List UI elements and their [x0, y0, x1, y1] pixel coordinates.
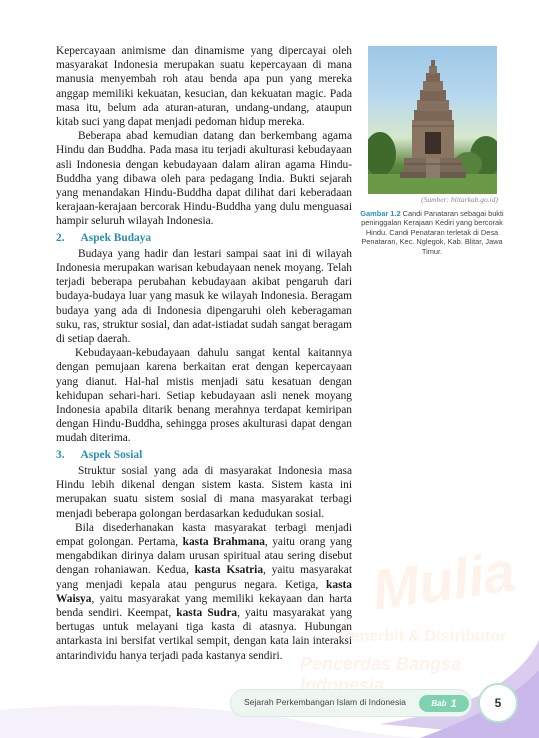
section-title: Aspek Budaya: [80, 231, 152, 244]
chapter-badge: [419, 695, 469, 712]
figure-label: Gambar 1.2: [360, 209, 401, 218]
section-title: Aspek Sosial: [80, 448, 143, 461]
temple-photo: [368, 46, 497, 194]
page-number: 5: [478, 683, 518, 723]
term-sudra: kasta Sudra: [176, 606, 238, 619]
term-brahmana: kasta Brahmana: [182, 535, 265, 548]
paragraph-animisme: Kepercayaan animisme dan dinamisme yang dipercayai oleh masyarakat Indonesia merupakan suatu kepercayaan di mana manusia menyembah roh atau benda apa pun yang mereka anggap memiliki kekuatan, kesucian, dan kekuatan magic. Pada masa itu, belum ada aturan-aturan, undang-undang, ataupun kitab suci yang dapat menjadi pedoman hidup mereka.: [56, 45, 352, 129]
watermark-brand: Mulia: [368, 539, 519, 622]
chapter-number: 1: [450, 697, 457, 710]
figure-caption: [360, 209, 504, 256]
figure-caption-text: Candi Panataran sebagai bukti peninggalan Kerajaan Kediri yang bercorak Hindu. Candi Penataran terletak di Desa Penataran, Kec. Nglegok, Kab. Blitar, Jawa Timur.: [361, 209, 504, 256]
paragraph-hindu-buddha: Beberapa abad kemudian datang dan berkembang agama Hindu dan Buddha. Pada masa itu terjadi akulturasi kebudayaan asli Indonesia dengan kebudayaan dalam aliran agama Hindu-Buddha yang dibawa oleh para pedagang India. Bukti sejarah yang menandakan Hindu-Buddha dapat dilihat dari keberadaan kerajaan-kerajaan bercorak Hindu-Buddha yang dulu menguasai hampir seluruh wilayah Indonesia.: [56, 130, 352, 228]
watermark-line-2: Pencerdas Bangsa Indonesia: [300, 654, 462, 695]
section-heading-budaya: [56, 231, 352, 245]
watermark-line-1: Penerbit & Distributor: [340, 628, 507, 645]
term-ksatria: kasta Ksatria: [194, 564, 264, 577]
paragraph-sosial-1: Struktur sosial yang ada di masyarakat Indonesia masa Hindu lebih dikenal dengan sistem kasta. Sistem kasta ini merupakan suatu sistem sosial di mana masyarakat terbagi menjadi beberapa golongan berdasarkan kedudukan sosial.: [56, 464, 352, 520]
photo-source: (Sumber: blitarkab.go.id): [421, 195, 498, 204]
candi-panataran-illustration: [368, 46, 497, 194]
section-number: 2.: [56, 231, 65, 244]
paragraph-kasta: Bila disederhanakan kasta masyarakat terbagi menjadi empat golongan. Pertama, kasta Brahmana, yaitu orang yang mengabdikan dirinya dalam urusan spiritual atau sering disebut dengan rohaniawan. Kedua, kasta Ksatria, yaitu masyarakat yang menjadi kepala atau pengurus negara. Ketiga, kasta Waisya, yaitu masyarakat yang memiliki kekayaan dan harta benda sendiri. Keempat, kasta Sudra, yaitu masyarakat yang bertugas untuk melayani tiga kasta di atasnya. Hubungan antarkasta ini bersifat vertikal sempit, dengan kata lain interaksi antarindividu hanya terjadi pada kastanya sendiri.: [56, 521, 353, 662]
chapter-label: Bab: [431, 699, 447, 708]
paragraph-budaya-1: Budaya yang hadir dan lestari sampai saat ini di wilayah Indonesia merupakan warisan kebudayaan nenek moyang. Telah terjadi beberapa perubahan kebudayaan akibat pengaruh dari budaya-budaya luar yang masuk ke wilayah Indonesia. Beragam budaya yang ada di Indonesia dipengaruhi oleh keberagaman suku, ras, struktur sosial, dan adat-istiadat sudah sangat beragam di setiap daerah.: [56, 247, 352, 346]
footer-book-title: Sejarah Perkembangan Islam di Indonesia: [244, 697, 406, 707]
paragraph-budaya-2: Kebudayaan-kebudayaan dahulu sangat kental kaitannya dengan pemujaan karena berkaitan erat dengan kepercayaan yang dianut. Hal-hal mistis menjadi satu kesatuan dengan kehidupan sehari-hari. Setiap kebudayaan asli nenek moyang Indonesia apabila ditarik benang merahnya terdapat kemiripan dengan Hindu-Buddha, sehingga proses akulturasi dapat dengan mudah diterima.: [56, 347, 352, 445]
section-number: 3.: [56, 448, 65, 461]
footer-wave-decoration: [0, 640, 539, 738]
section-heading-sosial: [56, 448, 352, 462]
main-text-column: [56, 44, 352, 663]
term-waisya: kasta Waisya: [56, 578, 352, 605]
